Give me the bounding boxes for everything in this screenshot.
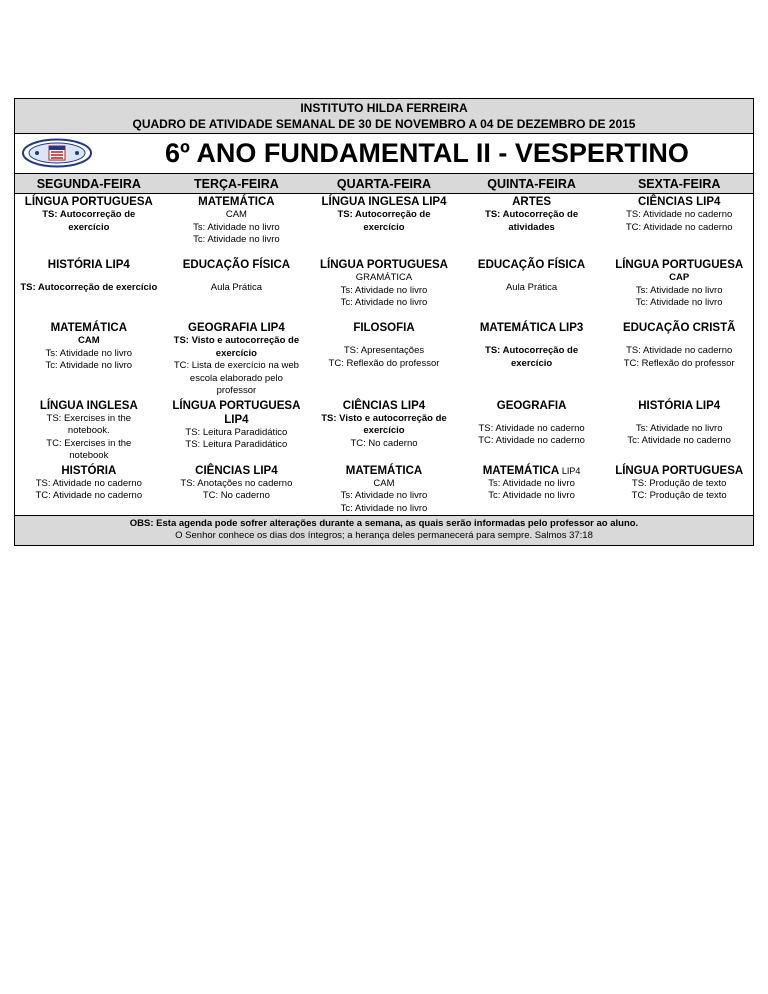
- activity-line: Tc: Atividade no livro: [193, 234, 280, 245]
- subject-name: [312, 321, 456, 335]
- activity-line: TC: Reflexão do professor: [328, 357, 440, 369]
- schedule-cell: [605, 194, 753, 258]
- schedule-cell: [15, 463, 163, 516]
- day-header: TERÇA-FEIRA: [163, 174, 311, 194]
- activity-line: Ts: Atividade no livro: [193, 221, 280, 233]
- activity-line: TC: Lista de exercício na web: [173, 360, 299, 371]
- subject-label: CIÊNCIAS LIP4: [637, 196, 721, 208]
- activity-line: Ts: Atividade no livro: [635, 284, 723, 296]
- subject-label: CIÊNCIAS LIP4: [195, 464, 278, 477]
- schedule-cell: [15, 320, 163, 398]
- activity-line: TC: Atividade no caderno: [478, 435, 585, 446]
- subject-name: [607, 464, 751, 478]
- activity-line: TS: Visto e autocorreção de: [321, 412, 447, 424]
- schedule-cell: [605, 257, 753, 320]
- subject-name: [165, 258, 309, 272]
- schedule-cell: [163, 320, 311, 398]
- activity-line: Ts: Atividade no livro: [488, 477, 575, 489]
- schedule-cell: [310, 194, 458, 258]
- subject-name: [17, 195, 161, 209]
- activity-line: notebook.: [67, 425, 110, 436]
- bible-verse: O Senhor conhece os dias dos íntegros; a herança deles permanecerá para sempre. Salmos 37:18: [175, 530, 593, 541]
- title-row: [15, 134, 753, 174]
- activity-line: Ts: Atividade no livro: [45, 347, 133, 359]
- subject-name: [607, 258, 751, 272]
- subject-name: [607, 399, 751, 413]
- subject-label: GEOGRAFIA: [496, 399, 567, 412]
- activity-line: TS: Apresentações: [343, 345, 425, 356]
- subject-name: [460, 195, 604, 209]
- activity-line: TS: Exercises in the: [46, 412, 132, 424]
- subject-label: LÍNGUA PORTUGUESA: [615, 464, 744, 477]
- day-header: SEXTA-FEIRA: [605, 174, 753, 194]
- activity-line: TS: Anotações no caderno: [180, 477, 293, 489]
- activity-line: TS: Atividade no caderno: [626, 209, 733, 220]
- activity-line: TS: Atividade no caderno: [626, 345, 733, 356]
- subject-label: LÍNGUA PORTUGUESA: [24, 196, 153, 208]
- schedule-body: [15, 194, 753, 516]
- activity-line: TC: No caderno: [202, 490, 270, 501]
- school-seal-icon: [21, 138, 93, 168]
- subject-label: HISTÓRIA LIP4: [638, 399, 721, 412]
- schedule-row: [15, 463, 753, 516]
- schedule-cell: [163, 257, 311, 320]
- schedule-cell: [310, 257, 458, 320]
- subject-name: [312, 258, 456, 272]
- subject-label: EDUCAÇÃO FÍSICA: [477, 259, 586, 271]
- activity-line: TS: Produção de texto: [631, 477, 727, 489]
- activity-line: CAM: [77, 335, 100, 346]
- subject-label: MATEMÁTICA: [198, 196, 275, 208]
- activity-line: Tc: Atividade no livro: [488, 490, 575, 501]
- activity-line: Tc: Atividade no livro: [45, 360, 133, 371]
- day-header: SEGUNDA-FEIRA: [15, 174, 163, 194]
- subject-label: MATEMÁTICA: [482, 464, 559, 477]
- subject-label: GEOGRAFIA LIP4: [188, 322, 285, 334]
- activity-line: Tc: Atividade no livro: [340, 502, 428, 514]
- subject-name: [312, 464, 456, 478]
- obs-note: OBS: Esta agenda pode sofrer alterações durante a semana, as quais serão informadas pelo professor ao aluno.: [129, 518, 639, 529]
- schedule-cell: [458, 463, 606, 516]
- schedule-cell: [310, 463, 458, 516]
- activity-line: Ts: Atividade no livro: [340, 490, 428, 501]
- subject-label: MATEMÁTICA LIP3: [479, 322, 584, 334]
- activity-line: TS: Leitura Paradidático: [185, 426, 288, 438]
- activity-line: TS: Autocorreção de: [42, 209, 136, 220]
- activity-line: atividades: [508, 221, 555, 233]
- subject-name: [165, 195, 309, 209]
- subject-label: ARTES: [512, 196, 552, 208]
- schedule-cell: [163, 398, 311, 463]
- subject-name: [460, 321, 604, 335]
- days-header-row: [15, 174, 753, 194]
- activity-line: CAP: [669, 272, 690, 283]
- subject-label: HISTÓRIA: [61, 464, 117, 477]
- activity-line: TS: Atividade no caderno: [478, 422, 585, 434]
- schedule-cell: [15, 194, 163, 258]
- day-header: QUINTA-FEIRA: [458, 174, 606, 194]
- subject-name: [607, 321, 751, 335]
- activity-line: escola elaborado pelo: [189, 372, 283, 384]
- activity-line: TC: Produção de texto: [631, 490, 727, 501]
- schedule-subtitle: QUADRO DE ATIVIDADE SEMANAL DE 30 DE NOVEMBRO A 04 DE DEZEMBRO DE 2015: [132, 117, 636, 131]
- activity-line: exercício: [215, 347, 257, 359]
- subject-name: [165, 321, 309, 335]
- activity-line: Tc: Atividade no livro: [340, 297, 428, 308]
- subject-name: [607, 195, 751, 209]
- weekly-schedule-sheet: [14, 98, 754, 546]
- subject-label: FILOSOFIA: [353, 322, 415, 334]
- schedule-cell: [163, 463, 311, 516]
- activity-line: Aula Prática: [210, 282, 262, 293]
- subject-label: HISTÓRIA LIP4: [47, 259, 130, 271]
- activity-line: professor: [216, 385, 257, 396]
- activity-line: Ts: Atividade no livro: [340, 284, 428, 296]
- activity-line: TC: No caderno: [350, 437, 418, 449]
- schedule-cell: [605, 463, 753, 516]
- subject-name: [17, 258, 161, 272]
- activity-line: TS: Leitura Paradidático: [185, 439, 288, 450]
- subject-label: EDUCAÇÃO CRISTÃ: [622, 322, 736, 334]
- subject-name: [460, 464, 604, 478]
- activity-line: Tc: Atividade no caderno: [627, 435, 731, 446]
- subject-label: EDUCAÇÃO FÍSICA: [182, 259, 291, 271]
- subject-name: [165, 464, 309, 478]
- schedule-row: [15, 320, 753, 398]
- schedule-cell: [15, 398, 163, 463]
- activity-line: TS: Autocorreção de exercício: [20, 282, 158, 293]
- subject-name: [17, 321, 161, 335]
- activity-line: Ts: Atividade no livro: [635, 422, 723, 434]
- activity-line: notebook: [69, 450, 109, 461]
- schedule-cell: [15, 257, 163, 320]
- header-band: [15, 99, 753, 134]
- subject-suffix: LIP4: [561, 465, 581, 476]
- activity-line: exercício: [363, 221, 405, 233]
- activity-line: TS: Visto e autocorreção de: [173, 335, 300, 346]
- schedule-cell: [458, 257, 606, 320]
- subject-label: MATEMÁTICA: [50, 322, 128, 334]
- schedule-cell: [458, 398, 606, 463]
- subject-name: [17, 399, 161, 413]
- schedule-cell: [163, 194, 311, 258]
- activity-line: exercício: [510, 357, 553, 369]
- activity-line: TC: Atividade no caderno: [625, 221, 733, 233]
- subject-label: LÍNGUA INGLESA LIP4: [321, 196, 447, 208]
- subject-name-continued: LIP4: [224, 413, 249, 426]
- schedule-cell: [458, 194, 606, 258]
- activity-line: TS: Atividade no caderno: [35, 477, 142, 489]
- page-title: 6º ANO FUNDAMENTAL II - VESPERTINO: [165, 138, 689, 168]
- subject-label: LÍNGUA PORTUGUESA: [319, 259, 448, 271]
- subject-name: [165, 399, 309, 413]
- subject-label: LÍNGUA PORTUGUESA: [615, 259, 744, 271]
- schedule-cell: [605, 398, 753, 463]
- subject-label: LÍNGUA PORTUGUESA: [172, 399, 301, 412]
- schedule-cell: [310, 398, 458, 463]
- school-name: INSTITUTO HILDA FERREIRA: [300, 101, 468, 115]
- activity-line: exercício: [68, 221, 110, 233]
- activity-line: TS: Autocorreção de: [485, 209, 579, 220]
- schedule-table: [15, 174, 753, 515]
- schedule-cell: [458, 320, 606, 398]
- schedule-row: [15, 257, 753, 320]
- subject-name: [312, 399, 456, 413]
- schedule-row: [15, 194, 753, 258]
- subject-label: MATEMÁTICA: [345, 464, 423, 477]
- activity-line: Aula Prática: [505, 282, 558, 293]
- day-header: QUARTA-FEIRA: [310, 174, 458, 194]
- activity-line: CAM: [373, 477, 395, 489]
- activity-line: CAM: [225, 209, 247, 220]
- activity-line: Tc: Atividade no livro: [635, 297, 723, 308]
- activity-line: TS: Autocorreção de: [485, 345, 579, 356]
- activity-line: exercício: [363, 425, 405, 436]
- subject-name: [460, 399, 604, 413]
- subject-name: [17, 464, 161, 478]
- subject-label: LÍNGUA INGLESA: [39, 399, 138, 412]
- subject-label: CIÊNCIAS LIP4: [342, 399, 426, 412]
- schedule-row: [15, 398, 753, 463]
- activity-line: GRAMÁTICA: [355, 272, 413, 283]
- schedule-cell: [605, 320, 753, 398]
- subject-name: [460, 258, 604, 272]
- activity-line: TC: Exercises in the: [46, 437, 132, 449]
- activity-line: TC: Atividade no caderno: [35, 490, 143, 501]
- schedule-cell: [310, 320, 458, 398]
- footer-notes: [15, 515, 753, 545]
- subject-name: [312, 195, 456, 209]
- activity-line: TS: Autocorreção de: [337, 209, 431, 220]
- activity-line: TC: Reflexão do professor: [623, 357, 735, 369]
